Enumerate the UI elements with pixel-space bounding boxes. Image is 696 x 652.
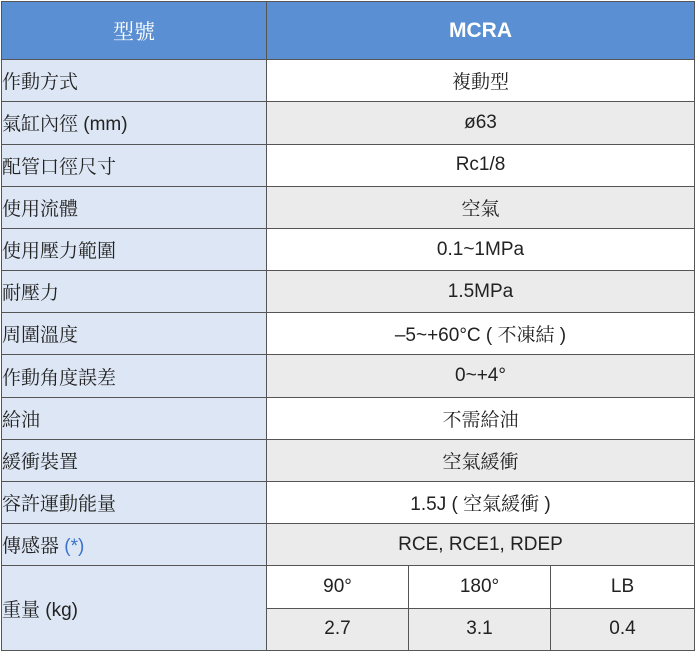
spec-label: 作動角度誤差	[2, 355, 267, 397]
spec-row-operation	[2, 60, 695, 102]
spec-label: 容許運動能量	[2, 482, 267, 524]
spec-label	[2, 524, 267, 566]
spec-label: 耐壓力	[2, 271, 267, 313]
spec-row-bore	[2, 102, 695, 144]
spec-label: 緩衝裝置	[2, 439, 267, 481]
spec-row-ambient-temp	[2, 313, 695, 355]
footnote-marker-link[interactable]: (*)	[64, 536, 85, 558]
spec-row-fluid	[2, 186, 695, 228]
weight-label: 重量 (kg)	[2, 566, 267, 651]
weight-column-lb: LB	[551, 566, 695, 608]
spec-table	[1, 1, 695, 651]
spec-label: 氣缸內徑 (mm)	[2, 102, 267, 144]
spec-value: –5~+60°C ( 不凍結 )	[267, 313, 695, 355]
header-model-name: MCRA	[267, 2, 695, 60]
spec-row-cushion	[2, 439, 695, 481]
spec-value: 複動型	[267, 60, 695, 102]
spec-value: 空氣緩衝	[267, 439, 695, 481]
spec-row-port-size	[2, 144, 695, 186]
weight-column-90: 90°	[267, 566, 409, 608]
spec-label: 使用流體	[2, 186, 267, 228]
spec-value: 不需給油	[267, 397, 695, 439]
header-model-label: 型號	[2, 2, 267, 60]
spec-label: 作動方式	[2, 60, 267, 102]
weight-column-180: 180°	[409, 566, 551, 608]
spec-label: 配管口徑尺寸	[2, 144, 267, 186]
spec-row-lubrication	[2, 397, 695, 439]
spec-row-kinetic-energy	[2, 482, 695, 524]
spec-row-pressure-range	[2, 228, 695, 270]
spec-row-angle-error	[2, 355, 695, 397]
spec-row-proof-pressure	[2, 271, 695, 313]
weight-value-90: 2.7	[267, 608, 409, 650]
spec-value: Rc1/8	[267, 144, 695, 186]
header-row	[2, 2, 695, 60]
spec-row-sensor	[2, 524, 695, 566]
spec-label: 使用壓力範圍	[2, 228, 267, 270]
spec-value: 1.5J ( 空氣緩衝 )	[267, 482, 695, 524]
spec-value: 0~+4°	[267, 355, 695, 397]
spec-label: 給油	[2, 397, 267, 439]
spec-value: RCE, RCE1, RDEP	[267, 524, 695, 566]
weight-header-row	[2, 566, 695, 608]
sensor-label-text: 傳感器	[2, 536, 60, 558]
weight-value-180: 3.1	[409, 608, 551, 650]
spec-label: 周圍溫度	[2, 313, 267, 355]
weight-value-lb: 0.4	[551, 608, 695, 650]
spec-value: 空氣	[267, 186, 695, 228]
spec-value: 1.5MPa	[267, 271, 695, 313]
spec-value: 0.1~1MPa	[267, 228, 695, 270]
spec-value: ø63	[267, 102, 695, 144]
